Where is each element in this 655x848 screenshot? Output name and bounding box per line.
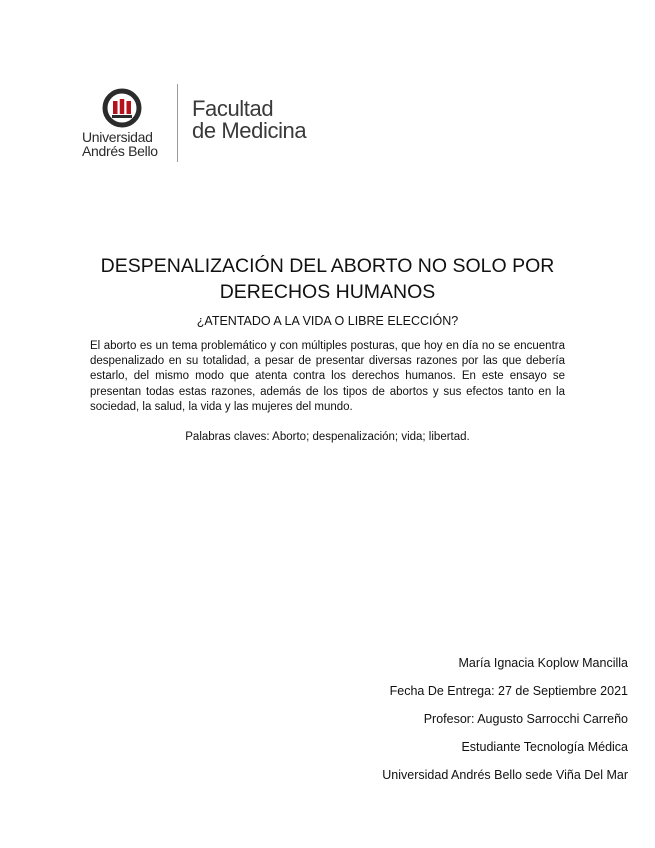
document-subtitle: ¿ATENTADO A LA VIDA O LIBRE ELECCIÓN?	[196, 314, 459, 328]
university-name-line2: Andrés Bello	[82, 143, 158, 159]
faculty-name-line2: de Medicina	[192, 118, 307, 143]
student-program: Estudiante Tecnología Médica	[461, 740, 628, 754]
university-name-line1: Universidad	[82, 129, 153, 145]
abstract-paragraph: El aborto es un tema problemático y con múltiples posturas, que hoy en día no se encuentra despenalizado en su totalidad, a pesar de presentar diversas razones por las que debería estarlo, del mismo modo que atenta contra los derechos humanos. En este ensayo se presentan todas estas razones, además de los tipos de abortos y sus efectos tanto en la sociedad, la salud, la vida y las mujeres del mundo.	[90, 340, 565, 413]
university-name	[82, 130, 158, 158]
keywords-line: Palabras claves: Aborto; despenalización; vida; libertad.	[185, 431, 470, 443]
logo-divider	[177, 84, 178, 162]
document-title: DESPENALIZACIÓN DEL ABORTO NO SOLO POR DERECHOS HUMANOS	[100, 255, 555, 303]
delivery-date: Fecha De Entrega: 27 de Septiembre 2021	[389, 684, 628, 698]
faculty-name	[192, 98, 306, 142]
unab-emblem-icon	[102, 88, 142, 128]
author-name: María Ignacia Koplow Mancilla	[458, 656, 628, 670]
university-logo	[82, 84, 322, 164]
institution-name: Universidad Andrés Bello sede Viña Del Mar	[382, 768, 628, 782]
faculty-name-line1: Facultad	[192, 96, 274, 121]
professor-name: Profesor: Augusto Sarrocchi Carreño	[423, 712, 628, 726]
